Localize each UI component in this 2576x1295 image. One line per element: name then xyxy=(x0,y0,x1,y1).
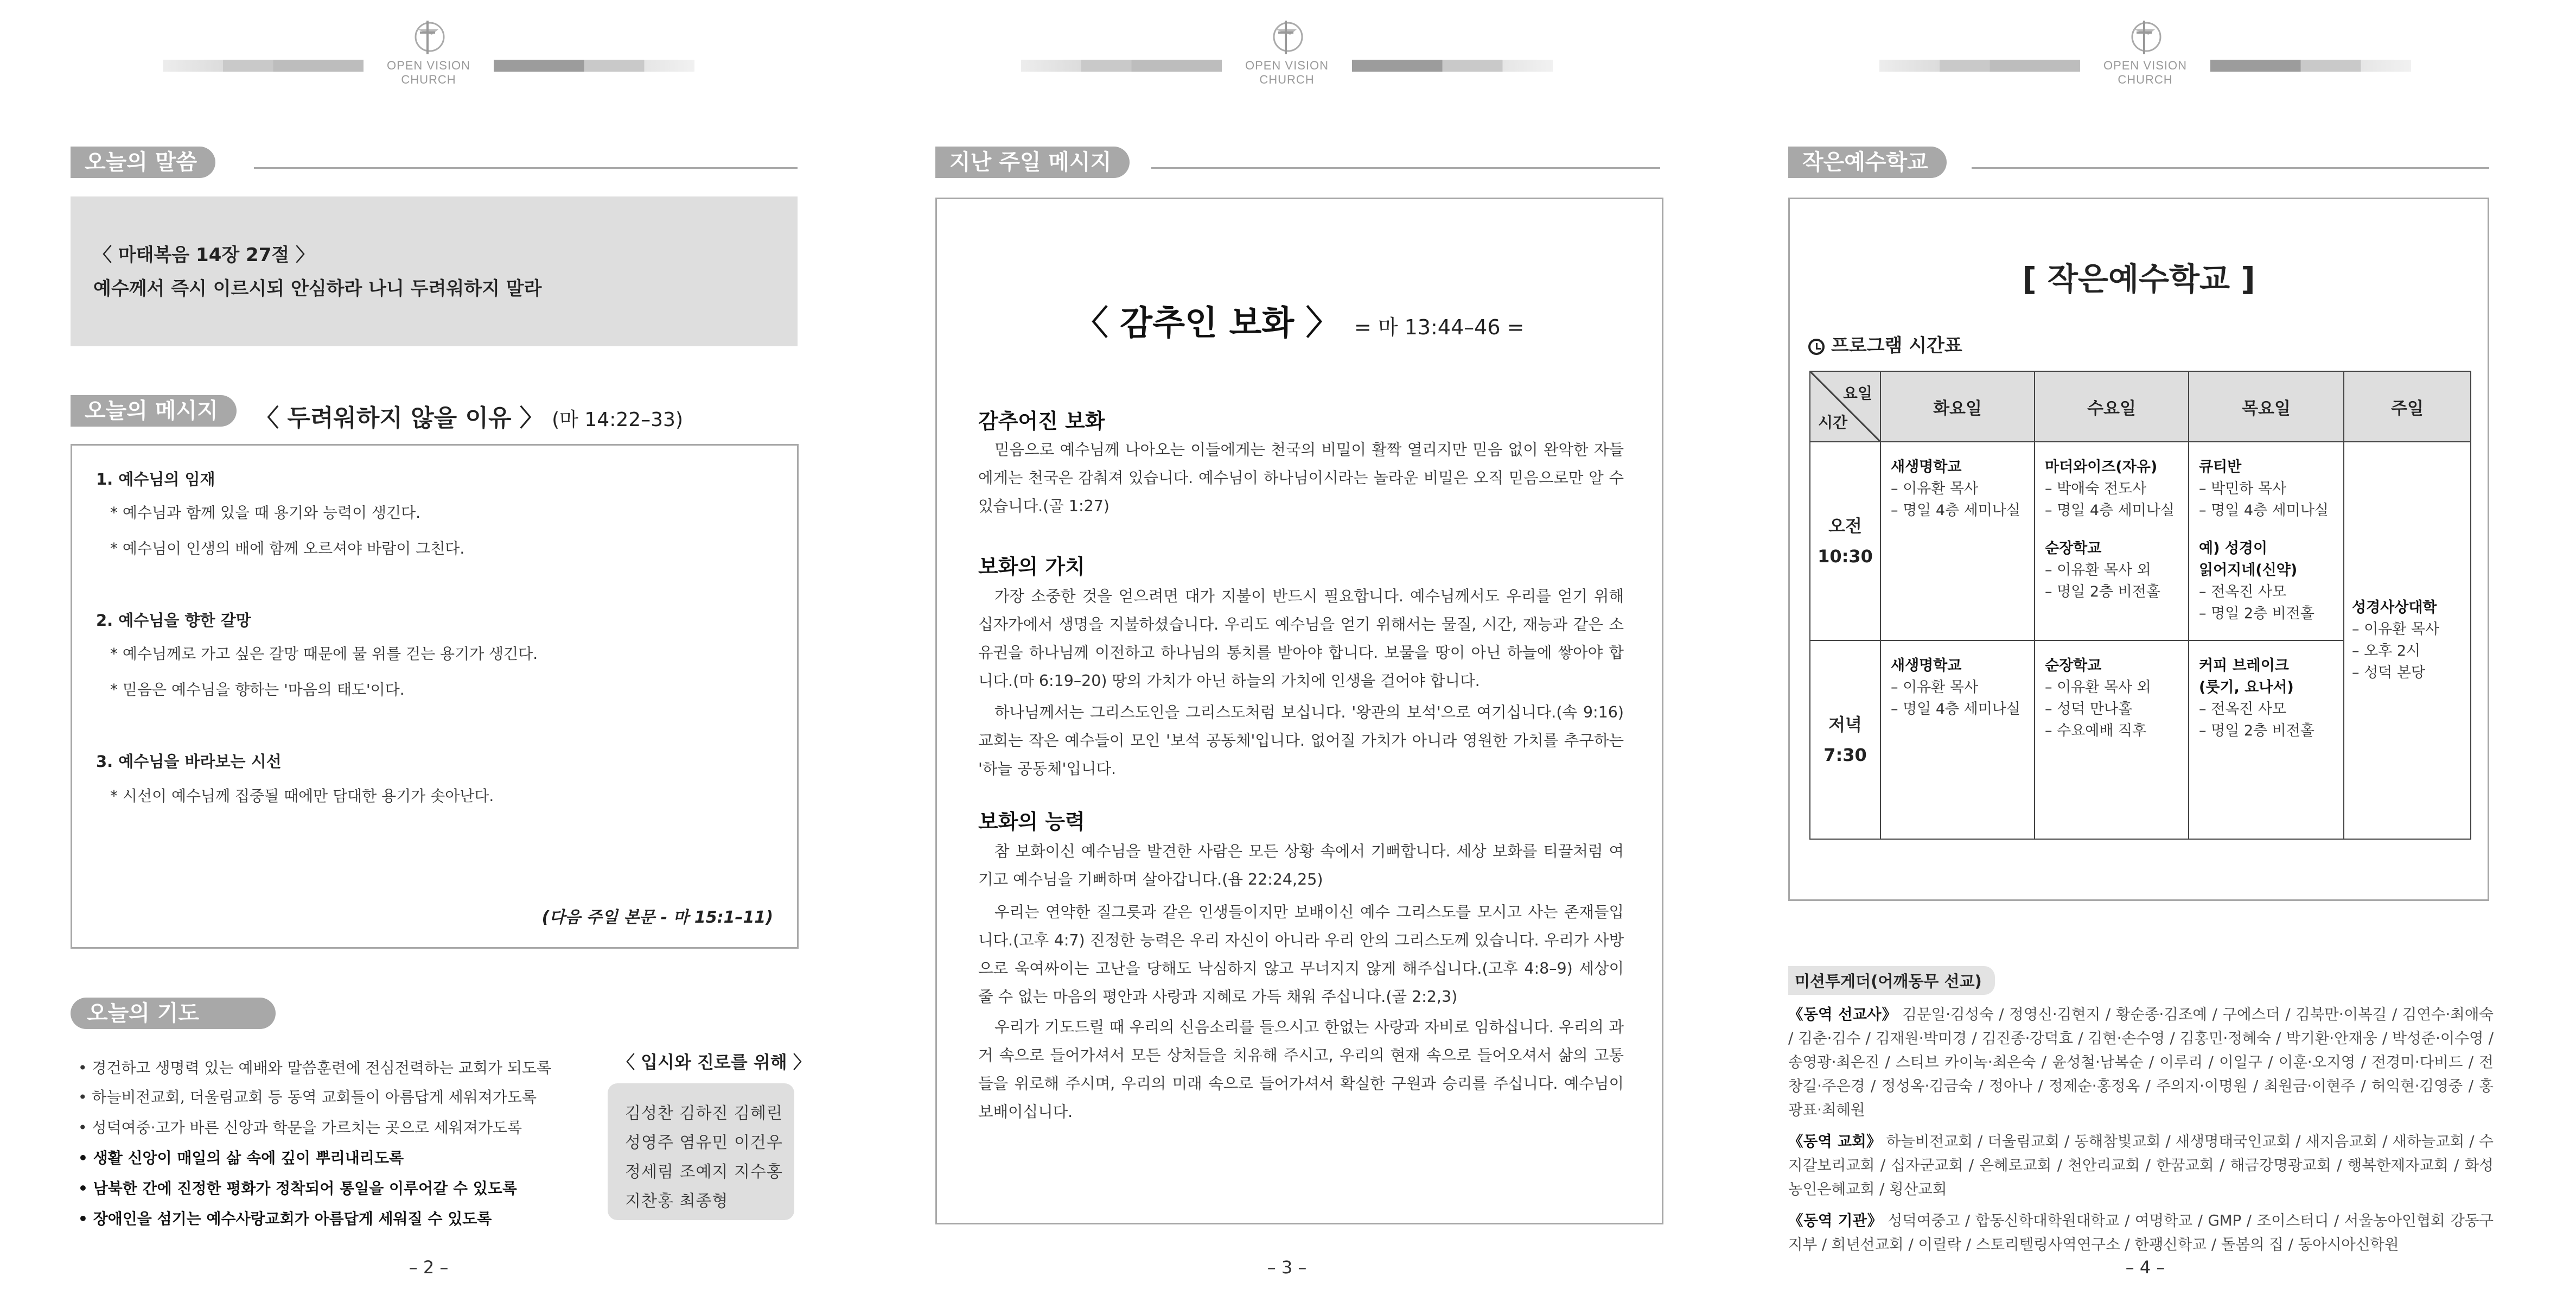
class-title: 새생명학교 xyxy=(1891,657,1962,674)
time-label: 오전 xyxy=(1828,516,1862,536)
section-title: 오늘의 말씀 xyxy=(71,147,215,178)
scripture-box xyxy=(71,196,798,346)
outline-subpoint: * 예수님이 인생의 배에 함께 오르셔야 바람이 그친다. xyxy=(110,539,465,557)
student-names-line: 김성찬 김하진 김혜린 xyxy=(625,1104,783,1123)
student-names-line: 성영주 염유민 이건우 xyxy=(625,1133,783,1152)
student-names-box xyxy=(608,1083,794,1220)
bulletin-page-4 xyxy=(1717,0,2575,1295)
spacer xyxy=(2045,522,2178,538)
sermon-reference: (마 14:22–33) xyxy=(552,409,684,431)
prayer-side-title: 〈 입시와 진로를 위해 〉 xyxy=(617,1052,811,1072)
mission-group-text: 하늘비전교회 / 더울림교회 / 동해참빛교회 / 새생명태국인교회 / 새지음교회 / 새하늘교회 / 수지갈보리교회 / 십자군교회 / 은혜로교회 / 천안리교회 / 한꿈교회 / 해금강명광교회 / 행복한제자교회 / 화성농인은혜교회 / 횡산교회 xyxy=(1788,1133,2494,1198)
mission-group-text: 성덕여중고 / 합동신학대학원대학교 / 여명학교 / GMP / 조이스터디 / 서울농아인협회 강동구지부 / 희년선교회 / 이릴락 / 스토리텔링사역연구소 / 한괭신학교 / 돌봄의 집 / 동아시아신학원 xyxy=(1788,1212,2494,1253)
mission-group-label: 《동역 선교사》 xyxy=(1788,1006,1897,1023)
program-title xyxy=(1808,331,1962,357)
prayer-item: • 하늘비전교회, 더울림교회 등 동역 교회들이 아름답게 세워져가도록 xyxy=(78,1088,537,1106)
sunday-cell xyxy=(2344,442,2471,839)
class-detail: – 성덕 본당 xyxy=(2352,664,2425,681)
class-detail: – 명일 2층 비전홀 xyxy=(2199,722,2314,739)
bulletin-page-3 xyxy=(858,0,1717,1295)
day-header: 수요일 xyxy=(2035,371,2189,442)
bulletin-page-2 xyxy=(0,0,858,1295)
table-header-row xyxy=(1810,371,2471,442)
school-title: [ 작은예수학교 ] xyxy=(2022,261,2255,297)
class-title: 새생명학교 xyxy=(1891,459,1962,475)
section-title: 오늘의 기도 xyxy=(71,998,276,1029)
church-logo-icon xyxy=(2122,16,2168,58)
schedule-cell xyxy=(2189,640,2344,839)
program-title-text: 프로그램 시간표 xyxy=(1831,335,1962,357)
class-title: 순장학교 xyxy=(2045,657,2102,674)
paragraph: 믿음으로 예수님께 나아오는 이들에게는 천국의 비밀이 활짝 열리지만 믿음 없이 완악한 자들에게는 천국은 감춰져 있습니다. 예수님이 하나님이시라는 놀라운 비밀은 오직 믿음으로만 알 수 있습니다.(골 1:27) xyxy=(978,441,1624,515)
class-detail: – 명일 4층 세미나실 xyxy=(2199,502,2329,519)
section-rule xyxy=(1972,167,2489,169)
schedule-cell xyxy=(2035,442,2189,640)
scripture-reference: 〈 마태복음 14장 27절 〉 xyxy=(93,244,315,266)
class-title: 읽어지네(신약) xyxy=(2199,562,2298,579)
time-cell xyxy=(1810,442,1880,640)
sermon-title xyxy=(255,398,683,433)
prayer-item: • 생활 신앙이 매일의 삶 속에 깊이 뿌리내리도록 xyxy=(78,1149,404,1167)
section-last-sunday-message xyxy=(935,147,1660,178)
page-number: – 3 – xyxy=(1267,1257,1307,1278)
class-detail: – 이유환 목사 xyxy=(2352,621,2440,638)
class-detail: – 박애숙 전도사 xyxy=(2045,480,2147,497)
header-bar-left xyxy=(1021,60,1222,72)
corner-time-label: 시간 xyxy=(1818,414,1848,431)
church-name: OPEN VISION CHURCH xyxy=(386,59,471,86)
section-title: 오늘의 메시지 xyxy=(71,395,237,427)
class-detail: – 오후 2시 xyxy=(2352,643,2421,659)
class-detail: – 전옥진 사모 xyxy=(2199,701,2287,718)
section-todays-word xyxy=(71,147,798,178)
corner-day-label: 요일 xyxy=(1842,384,1872,402)
class-detail: – 명일 2층 비전홀 xyxy=(2199,605,2314,622)
outline-subpoint: * 믿음은 예수님을 향하는 '마음의 태도'이다. xyxy=(110,681,405,699)
sermon-title-text: 〈 두려워하지 않을 이유 〉 xyxy=(255,404,544,432)
class-title: 큐티반 xyxy=(2199,459,2242,475)
class-detail: – 전옥진 사모 xyxy=(2199,583,2287,600)
schedule-cell xyxy=(1880,640,2035,839)
class-detail: – 명일 4층 세미나실 xyxy=(1891,701,2020,718)
sermon-title xyxy=(937,296,1662,344)
prayer-item: • 경건하고 생명력 있는 예배와 말씀훈련에 전심전력하는 교회가 되도록 xyxy=(78,1059,552,1077)
class-detail: – 이유환 목사 xyxy=(1891,679,1979,696)
mission-group-label: 《동역 교회》 xyxy=(1788,1133,1882,1150)
class-detail: – 이유환 목사 xyxy=(1891,480,1979,497)
message-box xyxy=(935,198,1663,1224)
church-logo-icon xyxy=(1264,16,1310,58)
class-detail: – 명일 4층 세미나실 xyxy=(1891,502,2020,519)
schedule-cell xyxy=(1880,442,2035,640)
class-title: 순장학교 xyxy=(2045,540,2102,557)
time-value: 7:30 xyxy=(1823,745,1867,765)
table-row xyxy=(1810,442,2471,640)
sermon-outline-box xyxy=(71,444,799,949)
student-names-line: 정세림 조예지 지수홍 xyxy=(625,1163,783,1182)
day-header: 화요일 xyxy=(1880,371,2035,442)
section-little-jesus-school xyxy=(1788,147,2489,178)
paragraph: 가장 소중한 것을 얻으려면 대가 지불이 반드시 필요합니다. 예수님께서도 우리를 얻기 위해 십자가에서 생명을 지불하셨습니다. 우리도 예수님을 얻기 위해서는 물질, 시간, 재능과 같은 소유권을 하나님께 이전하고 하나님의 통치를 받아야 합니다. 보물을 땅이 아닌 하늘에 쌓아야 합니다.(마 6:19–20) 땅의 가치가 아닌 하늘의 가치에 인생을 걸어야 합니다. xyxy=(978,587,1624,690)
day-header: 목요일 xyxy=(2189,371,2344,442)
paragraph: 우리는 연약한 질그릇과 같은 인생들이지만 보배이신 예수 그리스도를 모시고 사는 존재들입니다.(고후 4:7) 진정한 능력은 우리 자신이 아니라 우리 안의 그리스도께 있습니다. 우리가 사방으로 욱여싸이는 고난을 당해도 낙심하지 않고 무너지지 않게 해주십니다.(고후 4:8–9) 세상이 줄 수 없는 마음의 평안과 사랑과 지혜로 가득 채워 주십니다.(골 2:2,3) xyxy=(978,903,1624,1006)
school-box xyxy=(1788,198,2489,901)
paragraph: 우리가 기도드릴 때 우리의 신음소리를 들으시고 한없는 사랑과 자비로 임하십니다. 우리의 과거 속으로 들어가셔서 모든 상처들을 치유해 주시고, 우리의 현재 속으로 들어오셔서 삶의 고통들을 위로해 주시며, 우리의 미래 속으로 들어가셔서 확실한 구원과 승리를 주십니다. 예수님이 보배이십니다. xyxy=(978,1018,1624,1121)
outline-subpoint: * 시선이 예수님께 집중될 때에만 담대한 용기가 솟아난다. xyxy=(110,787,494,805)
prayer-item: • 장애인을 섬기는 예수사랑교회가 아름답게 세워질 수 있도록 xyxy=(78,1210,492,1228)
day-header: 주일 xyxy=(2344,371,2471,442)
class-title: 커피 브레이크 xyxy=(2199,657,2289,674)
mission-group xyxy=(1788,1002,2494,1122)
page-header xyxy=(1879,16,2411,86)
time-value: 10:30 xyxy=(1818,546,1873,567)
class-detail: – 명일 4층 세미나실 xyxy=(2045,502,2175,519)
scripture-text: 예수께서 즉시 이르시되 안심하라 나니 두려워하지 말라 xyxy=(93,278,542,300)
mission-group-label: 《동역 기관》 xyxy=(1788,1212,1883,1229)
class-detail: – 성덕 만나홀 xyxy=(2045,701,2133,718)
outline-point: 3. 예수님을 바라보는 시선 xyxy=(96,752,282,771)
spacer xyxy=(2199,522,2333,538)
page-number: – 4 – xyxy=(2125,1257,2165,1278)
church-name: OPEN VISION CHURCH xyxy=(2103,59,2188,86)
header-bar-left xyxy=(163,60,364,72)
section-todays-message xyxy=(71,395,255,427)
church-name: OPEN VISION CHURCH xyxy=(1245,59,1329,86)
schedule-cell xyxy=(2189,442,2344,640)
class-title: 마더와이즈(자유) xyxy=(2045,459,2158,475)
prayer-item: • 성덕여중·고가 바른 신앙과 학문을 가르치는 곳으로 세워져가도록 xyxy=(78,1119,522,1137)
time-cell xyxy=(1810,640,1880,839)
class-title: (룻기, 요나서) xyxy=(2199,679,2294,696)
section-title: 지난 주일 메시지 xyxy=(935,147,1130,178)
page-header xyxy=(163,16,694,86)
mission-together-section xyxy=(1788,966,2494,1256)
section-todays-prayer xyxy=(71,998,298,1029)
paragraph: 참 보화이신 예수님을 발견한 사람은 모든 상황 속에서 기뻐합니다. 세상 보화를 티끌처럼 여기고 예수님을 기뻐하며 살아갑니다.(욥 22:24,25) xyxy=(978,842,1624,888)
header-bar-right xyxy=(1352,60,1553,72)
section-heading: 보화의 능력 xyxy=(978,810,1085,834)
mission-title: 미션투게더(어깨동무 선교) xyxy=(1788,966,1995,995)
mission-group-text: 김문일·김성숙 / 정영신·김현지 / 황순종·김조예 / 구에스더 / 김북만·이복길 / 김연수·최애숙 / 김춘·김수 / 김재원·박미경 / 김진종·강덕효 / 김현·손수영 / 김홍민·정혜숙 / 박기환·안재웅 / 박성준·이수영 / 송영광·최은진 / 스티브 카이녹·최은숙 / 윤성철·남복순 / 이루리 / 이일구 / 이훈·오지영 / 전경미·다비드 / 전창길·주은경 / 정성옥·김금숙 / 정아나 / 정제순·홍정옥 / 주의지·이명원 / 최원금·이현주 / 허익현·김영중 / 홍광표·최혜원 xyxy=(1788,1006,2494,1119)
header-bar-right xyxy=(2210,60,2411,72)
section-rule xyxy=(254,167,798,169)
outline-subpoint: * 예수님과 함께 있을 때 용기와 능력이 생긴다. xyxy=(110,504,421,522)
section-title: 작은예수학교 xyxy=(1788,147,1947,178)
mission-group xyxy=(1788,1129,2494,1201)
outline-subpoint: * 예수님께로 가고 싶은 갈망 때문에 물 위를 걷는 용기가 생긴다. xyxy=(110,645,538,663)
header-bar-left xyxy=(1879,60,2080,72)
next-week-passage: (다음 주일 본문 - 마 15:1–11) xyxy=(541,908,773,927)
schedule-cell xyxy=(2035,640,2189,839)
page-header xyxy=(1021,16,1553,86)
outline-point: 1. 예수님의 임재 xyxy=(96,470,215,488)
table-corner-cell xyxy=(1810,371,1880,442)
mission-group xyxy=(1788,1209,2494,1256)
class-title: 성경사상대학 xyxy=(2352,599,2437,616)
paragraph: 하나님께서는 그리스도인을 그리스도처럼 보십니다. '왕관의 보석'으로 여기십니다.(속 9:16) 교회는 작은 예수들이 모인 '보석 공동체'입니다. 없어질 가치가 아니라 영원한 가치를 추구하는 '하늘 공동체'입니다. xyxy=(978,703,1624,778)
class-detail: – 이유환 목사 외 xyxy=(2045,679,2151,696)
alarm-clock-icon xyxy=(1808,339,1825,355)
student-names-line: 지찬홍 최종형 xyxy=(625,1192,729,1211)
sermon-reference: = 마 13:44–46 = xyxy=(1354,315,1525,339)
section-rule xyxy=(1151,167,1660,169)
page-number: – 2 – xyxy=(409,1257,449,1278)
class-detail: – 수요예배 직후 xyxy=(2045,722,2147,739)
outline-point: 2. 예수님을 향한 갈망 xyxy=(96,611,251,630)
header-bar-right xyxy=(494,60,694,72)
sermon-title-text: 〈 감추인 보화 〉 xyxy=(1074,303,1340,342)
time-label: 저녁 xyxy=(1828,714,1862,735)
church-logo-icon xyxy=(406,16,451,58)
section-heading: 감추어진 보화 xyxy=(978,409,1105,433)
class-title: 예) 성경이 xyxy=(2199,540,2268,557)
class-detail: – 박민하 목사 xyxy=(2199,480,2287,497)
class-detail: – 명일 2층 비전홀 xyxy=(2045,583,2160,600)
class-detail: – 이유환 목사 외 xyxy=(2045,562,2151,579)
section-heading: 보화의 가치 xyxy=(978,555,1085,579)
prayer-item: • 남북한 간에 진정한 평화가 정착되어 통일을 이루어갈 수 있도록 xyxy=(78,1179,517,1197)
schedule-table xyxy=(1809,371,2471,840)
